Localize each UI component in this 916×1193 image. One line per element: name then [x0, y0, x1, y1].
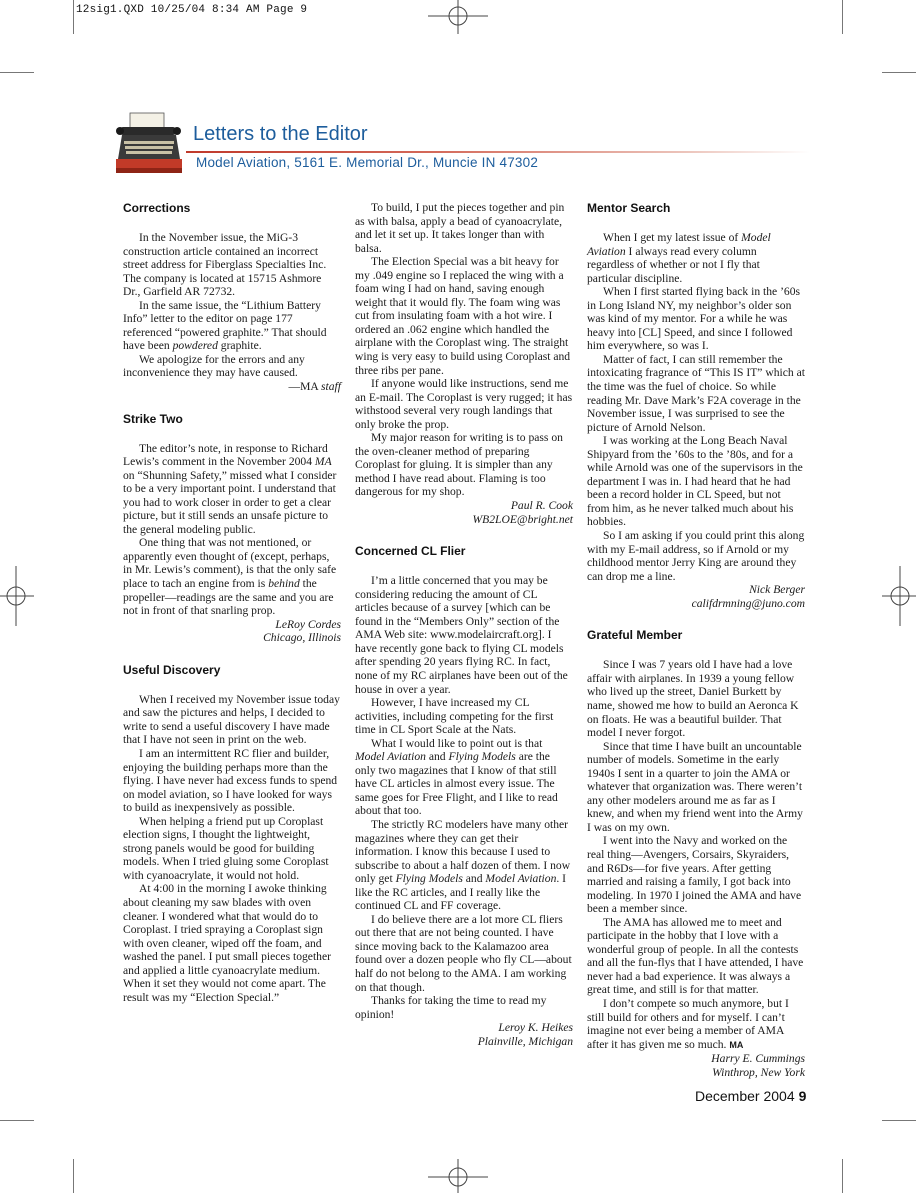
signature-name: Harry E. Cummings: [711, 1052, 805, 1066]
registration-mark-left: [0, 566, 34, 626]
signature-email: califdrmning@juno.com: [691, 596, 805, 610]
paragraph: Thanks for taking the time to read my opinion!: [355, 994, 547, 1021]
folio: [695, 1088, 806, 1104]
paragraph: At 4:00 in the morning I awoke thinking about cleaning my saw blades with oven cleaner. I wondered what that would do to Coroplast. I tried spraying a Coroplast sign with oven cleaner, wiped off the foam, and washed the panel. I put small pieces together and applied a little cyanoacrylate medium. When it set they would not come apart. The result was my “Election Special.”: [123, 882, 331, 1004]
letter-useful-discovery-continued: [355, 201, 573, 526]
column-2: [355, 201, 573, 1048]
paragraph: The editor’s note, in response to Richard Lewis’s comment in the November 2004 MA on “Shunning Safety,” missed what I consider to be a very important point. I understand that you had to work closer in order to get a clear picture, but it still sends an unsafe picture to the general modeling public.: [123, 441, 337, 536]
paragraph: Since that time I have built an uncountable number of models. Sometime in the early 1940s I sent in a quarter to join the AMA or whatever that organization was. There weren’t any other modelers around me as far as I knew, and when my friend went into the Army I was on my own.: [587, 739, 803, 834]
paragraph: When I get my latest issue of Model Aviation I always read every column regardless of whether or not I fly that particular discipline.: [587, 231, 771, 285]
signature-name: Paul R. Cook: [510, 499, 573, 513]
registration-mark-right: [882, 566, 916, 626]
registration-mark-top: [428, 0, 488, 34]
letter-useful-discovery: [123, 663, 341, 1005]
signature-place: Plainville, Michigan: [477, 1034, 573, 1048]
crop-mark: [73, 1159, 74, 1193]
crop-mark: [0, 72, 34, 73]
signature: —MA staff: [288, 380, 341, 394]
end-mark: MA: [729, 1039, 744, 1050]
letter-grateful-member: [587, 628, 805, 1079]
paragraph: In the same issue, the “Lithium Battery Info” letter to the editor on page 177 referenced “powered graphite.” That should have been powdered graphite.: [123, 298, 327, 353]
crop-mark: [842, 0, 843, 34]
crop-mark: [73, 0, 74, 34]
paragraph: When I received my November issue today and saw the pictures and helps, I decided to write to send a useful discovery I have made that I have not seen in print on the web.: [123, 692, 340, 747]
column-1: [123, 201, 341, 1004]
letter-heading: Concerned CL Flier: [355, 544, 466, 559]
crop-mark: [882, 72, 916, 73]
page-number: 9: [798, 1088, 807, 1104]
paragraph: What I would like to point out is that Model Aviation and Flying Models are the only two magazines that I know of that still have CL articles in almost every issue. The same goes for Free Flight, and I like to read about that too.: [355, 736, 558, 818]
mailing-address: Model Aviation, 5161 E. Memorial Dr., Muncie IN 47302: [196, 155, 539, 170]
paragraph: One thing that was not mentioned, or apparently even thought of (except, perhaps, in Mr. Lewis’s comment), is that the only safe place to tach an engine from is behind the propeller—readings are the same and you are not in front of that snarling prop.: [123, 536, 337, 618]
letter-heading: Grateful Member: [587, 628, 683, 643]
paragraph: However, I have increased my CL activities, including competing for the first time in CL Sport Scale at the Nats.: [355, 696, 554, 737]
paragraph: When I first started flying back in the ’60s in Long Island NY, my neighbor’s older son was kind of my mentor. For a while he was heavy into [CL] Speed, and since I followed him everywhere, so was I.: [587, 285, 801, 353]
paragraph: To build, I put the pieces together and pin as with balsa, apply a bead of cyanoacrylate, and let it set up. It takes longer than with balsa.: [355, 201, 565, 255]
letter-heading: Mentor Search: [587, 201, 671, 215]
signature-email: WB2LOE@bright.net: [472, 512, 573, 526]
paragraph: I went into the Navy and worked on the real thing—Avengers, Corsairs, Skyraiders, and R6Ds—for five years. After getting married and raising a family, I got back into modeling. In 1970 I joined the AMA and have been a member since.: [587, 834, 802, 916]
crop-mark: [882, 1120, 916, 1121]
paragraph: My major reason for writing is to pass on the oven-cleaner method of preparing Coroplast for gluing. It is simpler than any method I have read about. Flaming is too dangerous for my shop.: [355, 431, 563, 499]
paragraph: In the November issue, the MiG-3 construction article contained an incorrect street address for Fiberglass Specialties Inc. The company is located at 15715 Ashmore Dr., Garfield AR 72732.: [123, 231, 327, 299]
column-3: [587, 201, 805, 1079]
paragraph: I do believe there are a lot more CL fliers out there that are not being counted. I have since moving back to the Kalamazoo area found over a dozen people who fly CL—about half do not belong to the AMA. I am working on that though.: [355, 912, 572, 994]
paragraph: I don’t compete so much anymore, but I still build for others and for myself. I can’t imagine not ever being a member of AMA after it has given me so much. MA: [587, 996, 789, 1051]
paragraph: So I am asking if you could print this along with my E-mail address, so if Arnold or my childhood mentor Jerry King are around they can drop me a line.: [587, 529, 805, 583]
paragraph: We apologize for the errors and any inconvenience they may have caused.: [123, 352, 305, 380]
signature-name: Nick Berger: [749, 583, 805, 597]
page-title: Letters to the Editor: [193, 123, 368, 145]
letter-mentor-search: [587, 201, 805, 610]
crop-mark: [0, 1120, 34, 1121]
paragraph: Since I was 7 years old I have had a love affair with airplanes. In 1939 a young fellow who lived up the street, Daniel Burkett by name, showed me how to build an Aeronca K on floats. He was a beautiful builder. That model I never forgot.: [587, 658, 799, 740]
paragraph: The strictly RC modelers have many other magazines where they can get their information. I know this because I used to subscribe to about a half dozen of them. I now only get Flying Models and Model Aviation. I like the RC articles, and I really like the continued CL and FF coverage.: [355, 817, 571, 913]
typewriter-icon: [116, 111, 182, 173]
signature-place: Chicago, Illinois: [263, 631, 341, 645]
letter-heading: Strike Two: [123, 411, 183, 426]
paragraph: I’m a little concerned that you may be considering reducing the amount of CL articles because of a survey [which can be found in the “Members Only” section of the AMA Web site: www.modelaircraft.org]. I have recently gone back to flying CL models after spending 20 years flying RC. In fact, none of my RC airplanes have been out of the house in over a year.: [355, 574, 568, 696]
paragraph: I am an intermittent RC flier and builder, enjoying the building perhaps more than the flying. I have never had excess funds to spend on model aviation, so I have looked for ways to build as inexpensively as possible.: [123, 746, 338, 815]
print-slug: 12sig1.QXD 10/25/04 8:34 AM Page 9: [76, 4, 308, 16]
letter-corrections: [123, 201, 341, 394]
paragraph: I was working at the Long Beach Naval Shipyard from the ’60s to the ’80s, and for a while Arnold was one of the supervisors in the department I was in. I had heard that he had been a record holder in CL Speed, but not from him, as he never talked much about his hobbies.: [587, 434, 803, 529]
registration-mark-bottom: [428, 1159, 488, 1193]
signature-name: Leroy K. Heikes: [498, 1021, 573, 1035]
paragraph: If anyone would like instructions, send me an E-mail. The Coroplast is very rugged; it has withstood several very rough landings that only broke the prop.: [355, 377, 573, 431]
crop-mark: [842, 1159, 843, 1193]
letter-strike-two: [123, 412, 341, 645]
header-rule: [186, 151, 810, 153]
issue-date: December 2004: [695, 1088, 795, 1104]
paragraph: When helping a friend put up Coroplast election signs, I thought the lightweight, strong panels would be good for building models. When I tried gluing some Coroplast with cyanoacrylate, it would not hold.: [123, 814, 329, 882]
signature-place: Winthrop, New York: [712, 1065, 805, 1079]
letter-heading: Corrections: [123, 201, 191, 215]
letter-heading: Useful Discovery: [123, 662, 221, 677]
signature-name: LeRoy Cordes: [275, 617, 341, 631]
paragraph: The Election Special was a bit heavy for my .049 engine so I replaced the wing with a foam wing I had on hand, saving enough weight that it would fly. The foam wing was cut from insulating foam with a hot wire. I ordered an .062 engine which handled the airplane with the Coroplast wing. The straight wing is very easy to build using Coroplast and three ribs per pane.: [355, 255, 571, 377]
paragraph: The AMA has allowed me to meet and participate in the hobby that I love with a wonderful group of people. In all the contests and all the fun-flys that I have attended, I have never had a bad experience. It was always a great time, and still is for that matter.: [587, 915, 804, 997]
paragraph: Matter of fact, I can still remember the intoxicating fragrance of “This IS IT” which at the time was the fuel of choice. So while reading Mr. Dave Mark’s F2A coverage in the November issue, I was surprised to see the picture of Arnold Nelson.: [587, 352, 805, 434]
letter-concerned-cl-flier: [355, 544, 573, 1048]
